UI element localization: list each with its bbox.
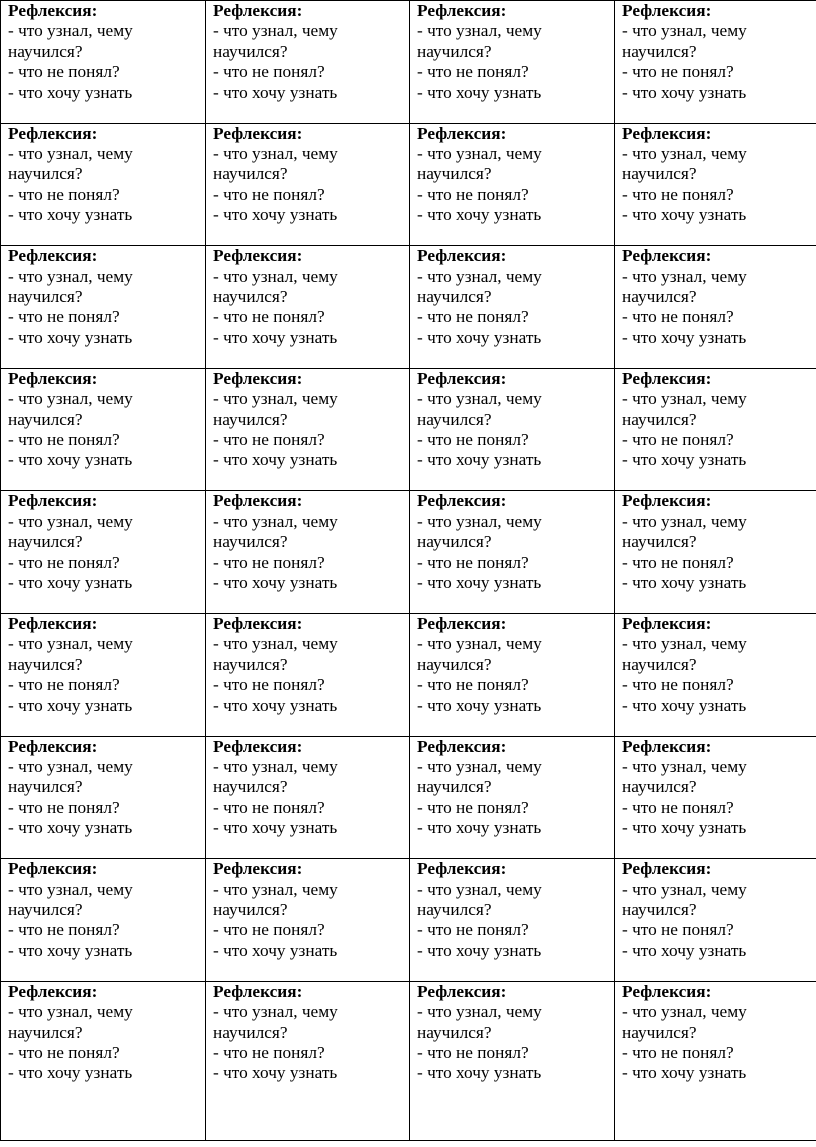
card-question-not-understood: - что не понял?	[8, 675, 120, 695]
card-question-learned: - что узнал, чему научился?	[417, 634, 542, 674]
card-question-not-understood: - что не понял?	[622, 184, 734, 204]
reflection-card	[615, 246, 816, 369]
card-question-want-to-know: - что хочу узнать	[622, 940, 747, 960]
card-question-learned: - что узнал, чему научился?	[622, 511, 747, 552]
card-question-learned: - что узнал, чему научился?	[417, 144, 542, 184]
card-title: Рефлексия:	[213, 368, 303, 388]
card-question-not-understood: - что не понял?	[622, 552, 734, 572]
card-question-want-to-know: - что хочу узнать	[417, 327, 542, 347]
card-question-learned: - что узнал, чему научился?	[8, 879, 133, 919]
reflection-card	[410, 859, 615, 982]
card-question-learned: - что узнал, чему научился?	[213, 879, 338, 919]
card-question-want-to-know: - что хочу узнать	[8, 940, 133, 960]
card-question-not-understood: - что не понял?	[417, 430, 529, 449]
card-question-not-understood: - что не понял?	[213, 307, 325, 327]
card-title: Рефлексия:	[8, 368, 98, 388]
reflection-card	[410, 246, 615, 369]
reflection-card	[1, 859, 206, 982]
card-row	[1, 491, 816, 614]
card-title: Рефлексия:	[213, 981, 303, 1001]
card-title: Рефлексия:	[8, 1, 98, 20]
card-question-not-understood: - что не понял?	[213, 552, 325, 572]
card-title: Рефлексия:	[213, 1, 303, 20]
reflection-card	[1, 368, 206, 491]
card-question-not-understood: - что не понял?	[622, 797, 734, 817]
card-question-want-to-know: - что хочу узнать	[622, 1063, 747, 1083]
card-question-want-to-know: - что хочу узнать	[417, 940, 542, 960]
card-question-want-to-know: - что хочу узнать	[417, 695, 542, 715]
card-question-want-to-know: - что хочу узнать	[213, 450, 338, 470]
card-question-want-to-know: - что хочу узнать	[213, 82, 338, 102]
reflection-card	[615, 123, 816, 246]
card-question-not-understood: - что не понял?	[213, 184, 325, 204]
card-title: Рефлексия:	[213, 613, 303, 633]
card-title: Рефлексия:	[622, 491, 712, 511]
card-question-not-understood: - что не понял?	[417, 552, 529, 572]
card-question-learned: - что узнал, чему научился?	[622, 756, 747, 797]
card-question-want-to-know: - что хочу узнать	[8, 82, 133, 102]
reflection-card	[206, 368, 410, 491]
card-question-learned: - что узнал, чему научился?	[417, 511, 542, 552]
card-row	[1, 1, 816, 124]
reflection-card	[1, 1, 206, 124]
reflection-card	[410, 736, 615, 859]
reflection-card	[410, 1, 615, 124]
card-question-want-to-know: - что хочу узнать	[213, 573, 338, 592]
card-question-learned: - что узнал, чему научился?	[622, 389, 747, 429]
card-question-not-understood: - что не понял?	[417, 920, 529, 940]
card-title: Рефлексия:	[213, 736, 303, 756]
reflection-card	[206, 613, 410, 736]
card-question-want-to-know: - что хочу узнать	[417, 82, 542, 102]
card-question-learned: - что узнал, чему научился?	[622, 879, 747, 919]
card-question-learned: - что узнал, чему научился?	[8, 144, 133, 184]
card-title: Рефлексия:	[622, 859, 712, 879]
reflection-card	[1, 736, 206, 859]
card-question-not-understood: - что не понял?	[622, 1042, 734, 1062]
card-question-want-to-know: - что хочу узнать	[417, 573, 542, 592]
card-row	[1, 859, 816, 982]
reflection-card	[206, 981, 410, 1140]
reflection-card	[206, 859, 410, 982]
card-question-not-understood: - что не понял?	[8, 62, 120, 82]
card-title: Рефлексия:	[8, 736, 98, 756]
card-question-not-understood: - что не понял?	[8, 307, 120, 327]
card-question-want-to-know: - что хочу узнать	[8, 1063, 133, 1083]
card-question-want-to-know: - что хочу узнать	[213, 695, 338, 715]
card-question-not-understood: - что не понял?	[8, 430, 120, 449]
card-question-want-to-know: - что хочу узнать	[622, 205, 747, 225]
card-question-want-to-know: - что хочу узнать	[213, 1063, 338, 1083]
reflection-card	[615, 859, 816, 982]
card-row	[1, 123, 816, 246]
card-row	[1, 368, 816, 491]
card-title: Рефлексия:	[417, 613, 507, 633]
card-question-want-to-know: - что хочу узнать	[213, 205, 338, 225]
card-title: Рефлексия:	[417, 736, 507, 756]
card-question-want-to-know: - что хочу узнать	[8, 327, 133, 347]
reflection-cards-body	[1, 1, 816, 1141]
card-title: Рефлексия:	[213, 859, 303, 879]
card-question-want-to-know: - что хочу узнать	[213, 940, 338, 960]
card-question-want-to-know: - что хочу узнать	[8, 205, 133, 225]
reflection-card	[410, 981, 615, 1140]
reflection-card	[410, 123, 615, 246]
card-question-not-understood: - что не понял?	[417, 1042, 529, 1062]
reflection-card	[206, 491, 410, 614]
card-title: Рефлексия:	[8, 123, 98, 143]
card-question-not-understood: - что не понял?	[622, 430, 734, 449]
card-question-learned: - что узнал, чему научился?	[8, 389, 133, 429]
card-title: Рефлексия:	[622, 981, 712, 1001]
card-question-want-to-know: - что хочу узнать	[622, 573, 747, 592]
card-row	[1, 981, 816, 1140]
card-title: Рефлексия:	[417, 981, 507, 1001]
reflection-card	[410, 368, 615, 491]
card-question-learned: - что узнал, чему научился?	[213, 634, 338, 674]
card-question-want-to-know: - что хочу узнать	[213, 818, 338, 838]
card-question-learned: - что узнал, чему научился?	[622, 266, 747, 306]
reflection-card	[1, 491, 206, 614]
card-question-not-understood: - что не понял?	[8, 184, 120, 204]
card-title: Рефлексия:	[417, 368, 507, 388]
card-question-want-to-know: - что хочу узнать	[622, 82, 747, 102]
card-question-not-understood: - что не понял?	[8, 552, 120, 572]
card-question-learned: - что узнал, чему научился?	[8, 1002, 133, 1042]
card-title: Рефлексия:	[622, 123, 712, 143]
card-question-learned: - что узнал, чему научился?	[213, 1002, 338, 1042]
reflection-card	[615, 491, 816, 614]
card-question-want-to-know: - что хочу узнать	[417, 450, 542, 470]
reflection-card	[1, 246, 206, 369]
reflection-card	[206, 246, 410, 369]
reflection-card	[615, 368, 816, 491]
reflection-card	[615, 1, 816, 124]
card-title: Рефлексия:	[8, 981, 98, 1001]
card-question-not-understood: - что не понял?	[213, 920, 325, 940]
reflection-card	[410, 613, 615, 736]
card-title: Рефлексия:	[622, 613, 712, 633]
card-question-not-understood: - что не понял?	[417, 675, 529, 695]
card-title: Рефлексия:	[417, 491, 507, 511]
card-question-want-to-know: - что хочу узнать	[8, 818, 133, 838]
card-question-learned: - что узнал, чему научился?	[8, 266, 133, 306]
card-question-learned: - что узнал, чему научился?	[417, 266, 542, 306]
card-question-not-understood: - что не понял?	[213, 62, 325, 82]
card-title: Рефлексия:	[8, 859, 98, 879]
card-row	[1, 613, 816, 736]
card-question-not-understood: - что не понял?	[417, 184, 529, 204]
card-question-learned: - что узнал, чему научился?	[8, 756, 133, 797]
card-question-want-to-know: - что хочу узнать	[417, 1063, 542, 1083]
card-title: Рефлексия:	[213, 123, 303, 143]
card-question-learned: - что узнал, чему научился?	[8, 511, 133, 552]
card-question-want-to-know: - что хочу узнать	[622, 450, 747, 470]
reflection-card	[206, 736, 410, 859]
reflection-card	[615, 613, 816, 736]
card-question-not-understood: - что не понял?	[622, 62, 734, 82]
card-row	[1, 246, 816, 369]
card-question-not-understood: - что не понял?	[417, 797, 529, 817]
card-row	[1, 736, 816, 859]
card-question-want-to-know: - что хочу узнать	[8, 695, 133, 715]
card-question-learned: - что узнал, чему научился?	[622, 634, 747, 674]
card-question-not-understood: - что не понял?	[8, 797, 120, 817]
card-question-not-understood: - что не понял?	[213, 430, 325, 449]
reflection-card	[1, 123, 206, 246]
reflection-card	[206, 1, 410, 124]
reflection-card	[206, 123, 410, 246]
reflection-card	[1, 613, 206, 736]
card-question-learned: - что узнал, чему научился?	[8, 634, 133, 674]
card-question-learned: - что узнал, чему научился?	[213, 511, 338, 552]
card-question-want-to-know: - что хочу узнать	[622, 818, 747, 838]
card-question-not-understood: - что не понял?	[213, 675, 325, 695]
card-question-want-to-know: - что хочу узнать	[213, 327, 338, 347]
card-title: Рефлексия:	[8, 491, 98, 511]
card-title: Рефлексия:	[417, 859, 507, 879]
card-question-learned: - что узнал, чему научился?	[213, 756, 338, 797]
card-title: Рефлексия:	[213, 246, 303, 266]
card-question-not-understood: - что не понял?	[417, 307, 529, 327]
card-title: Рефлексия:	[8, 613, 98, 633]
reflection-card	[1, 981, 206, 1140]
card-question-not-understood: - что не понял?	[213, 797, 325, 817]
card-question-want-to-know: - что хочу узнать	[8, 573, 133, 592]
card-question-learned: - что узнал, чему научился?	[622, 21, 747, 61]
card-question-not-understood: - что не понял?	[8, 1042, 120, 1062]
card-question-learned: - что узнал, чему научился?	[417, 756, 542, 797]
card-question-want-to-know: - что хочу узнать	[8, 450, 133, 470]
card-question-not-understood: - что не понял?	[8, 920, 120, 940]
card-question-want-to-know: - что хочу узнать	[622, 327, 747, 347]
card-question-learned: - что узнал, чему научился?	[8, 21, 133, 61]
card-title: Рефлексия:	[622, 368, 712, 388]
reflection-card	[615, 981, 816, 1140]
card-question-want-to-know: - что хочу узнать	[417, 818, 542, 838]
card-question-not-understood: - что не понял?	[622, 920, 734, 940]
card-question-learned: - что узнал, чему научился?	[417, 21, 542, 61]
card-question-want-to-know: - что хочу узнать	[417, 205, 542, 225]
card-title: Рефлексия:	[8, 246, 98, 266]
card-title: Рефлексия:	[417, 123, 507, 143]
card-title: Рефлексия:	[622, 736, 712, 756]
card-title: Рефлексия:	[622, 1, 712, 20]
card-question-learned: - что узнал, чему научился?	[417, 389, 542, 429]
card-question-not-understood: - что не понял?	[622, 307, 734, 327]
card-question-not-understood: - что не понял?	[622, 675, 734, 695]
card-question-learned: - что узнал, чему научился?	[417, 1002, 542, 1042]
card-title: Рефлексия:	[417, 246, 507, 266]
card-title: Рефлексия:	[622, 246, 712, 266]
card-title: Рефлексия:	[417, 1, 507, 20]
card-question-learned: - что узнал, чему научился?	[622, 1002, 747, 1042]
card-question-learned: - что узнал, чему научился?	[417, 879, 542, 919]
reflection-card	[615, 736, 816, 859]
card-question-not-understood: - что не понял?	[417, 62, 529, 82]
card-question-learned: - что узнал, чему научился?	[213, 266, 338, 306]
card-question-learned: - что узнал, чему научился?	[213, 144, 338, 184]
card-title: Рефлексия:	[213, 491, 303, 511]
card-question-learned: - что узнал, чему научился?	[622, 144, 747, 184]
card-question-learned: - что узнал, чему научился?	[213, 21, 338, 61]
card-question-learned: - что узнал, чему научился?	[213, 389, 338, 429]
card-question-not-understood: - что не понял?	[213, 1042, 325, 1062]
card-question-want-to-know: - что хочу узнать	[622, 695, 747, 715]
reflection-card	[410, 491, 615, 614]
